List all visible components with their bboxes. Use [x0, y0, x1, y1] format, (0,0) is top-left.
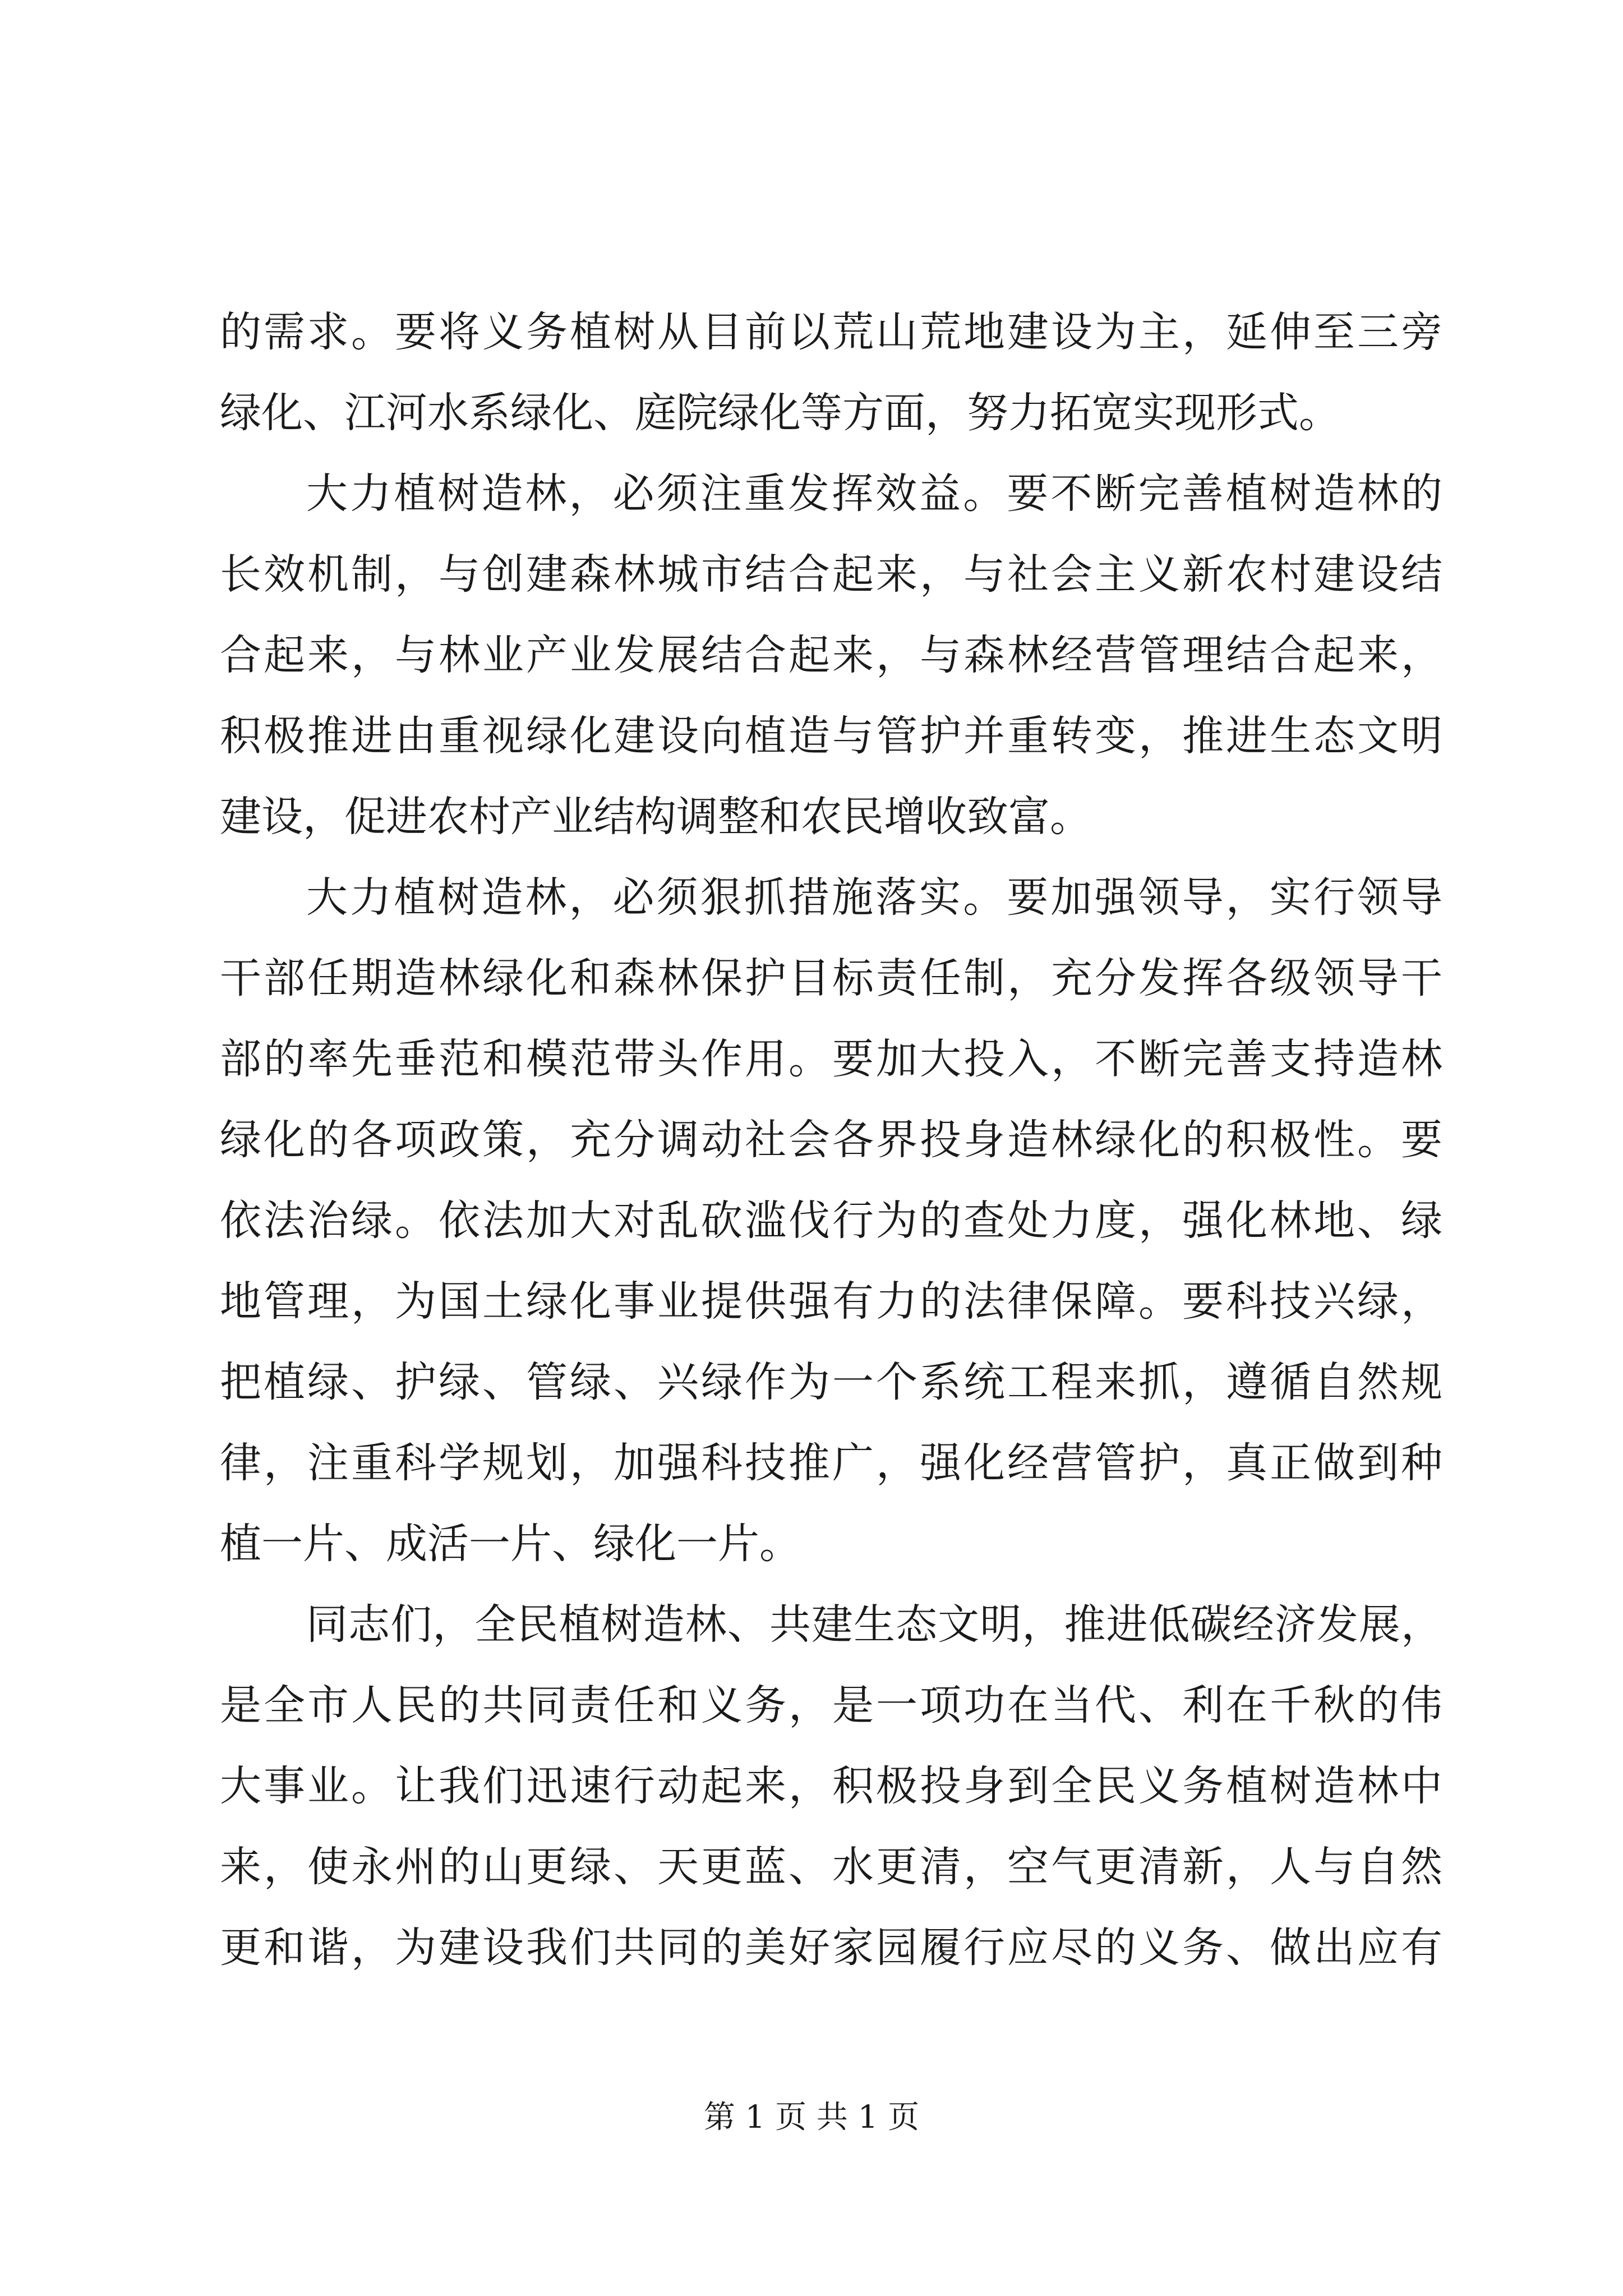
text-line: 积极推进由重视绿化建设向植造与管护并重转变，推进生态文明 — [220, 712, 1442, 760]
text-line: 长效机制，与创建森林城市结合起来，与社会主义新农村建设结 — [220, 550, 1442, 599]
text-line: 的需求。要将义务植树从目前以荒山荒地建设为主，延伸至三旁 — [220, 308, 1442, 356]
body-text — [220, 292, 1442, 1988]
text-line: 是全市人民的共同责任和义务，是一项功在当代、利在千秋的伟 — [220, 1681, 1442, 1729]
text-line: 干部任期造林绿化和森林保护目标责任制，充分发挥各级领导干 — [220, 954, 1442, 1002]
text-line: 绿化、江河水系绿化、庭院绿化等方面，努力拓宽实现形式。 — [220, 389, 1340, 437]
text-line: 建设，促进农村产业结构调整和农民增收致富。 — [220, 793, 1091, 841]
text-line: 依法治绿。依法加大对乱砍滥伐行为的查处力度，强化林地、绿 — [220, 1197, 1442, 1245]
text-line: 植一片、成活一片、绿化一片。 — [220, 1520, 801, 1568]
paragraph-first-line: 大力植树造林，必须狠抓措施落实。要加强领导，实行领导 — [306, 873, 1442, 922]
text-line: 律，注重科学规划，加强科技推广，强化经营管护，真正做到种 — [220, 1439, 1442, 1487]
text-line: 部的率先垂范和模范带头作用。要加大投入，不断完善支持造林 — [220, 1035, 1442, 1083]
text-line: 把植绿、护绿、管绿、兴绿作为一个系统工程来抓，遵循自然规 — [220, 1358, 1442, 1406]
text-line: 地管理，为国土绿化事业提供强有力的法律保障。要科技兴绿， — [220, 1277, 1442, 1326]
page-number-label: 第 1 页 共 1 页 — [703, 2099, 920, 2136]
text-line: 绿化的各项政策，充分调动社会各界投身造林绿化的积极性。要 — [220, 1116, 1442, 1164]
text-line: 更和谐，为建设我们共同的美好家园履行应尽的义务、做出应有 — [220, 1924, 1442, 1972]
paragraph-first-line: 大力植树造林，必须注重发挥效益。要不断完善植树造林的 — [306, 470, 1442, 518]
paragraph-first-line: 同志们，全民植树造林、共建生态文明，推进低碳经济发展， — [306, 1600, 1442, 1649]
page-footer — [0, 2095, 1623, 2140]
text-line: 合起来，与林业产业发展结合起来，与森林经营管理结合起来， — [220, 631, 1442, 679]
text-line: 大事业。让我们迅速行动起来，积极投身到全民义务植树造林中 — [220, 1762, 1442, 1810]
text-line: 来，使永州的山更绿、天更蓝、水更清，空气更清新，人与自然 — [220, 1843, 1442, 1891]
